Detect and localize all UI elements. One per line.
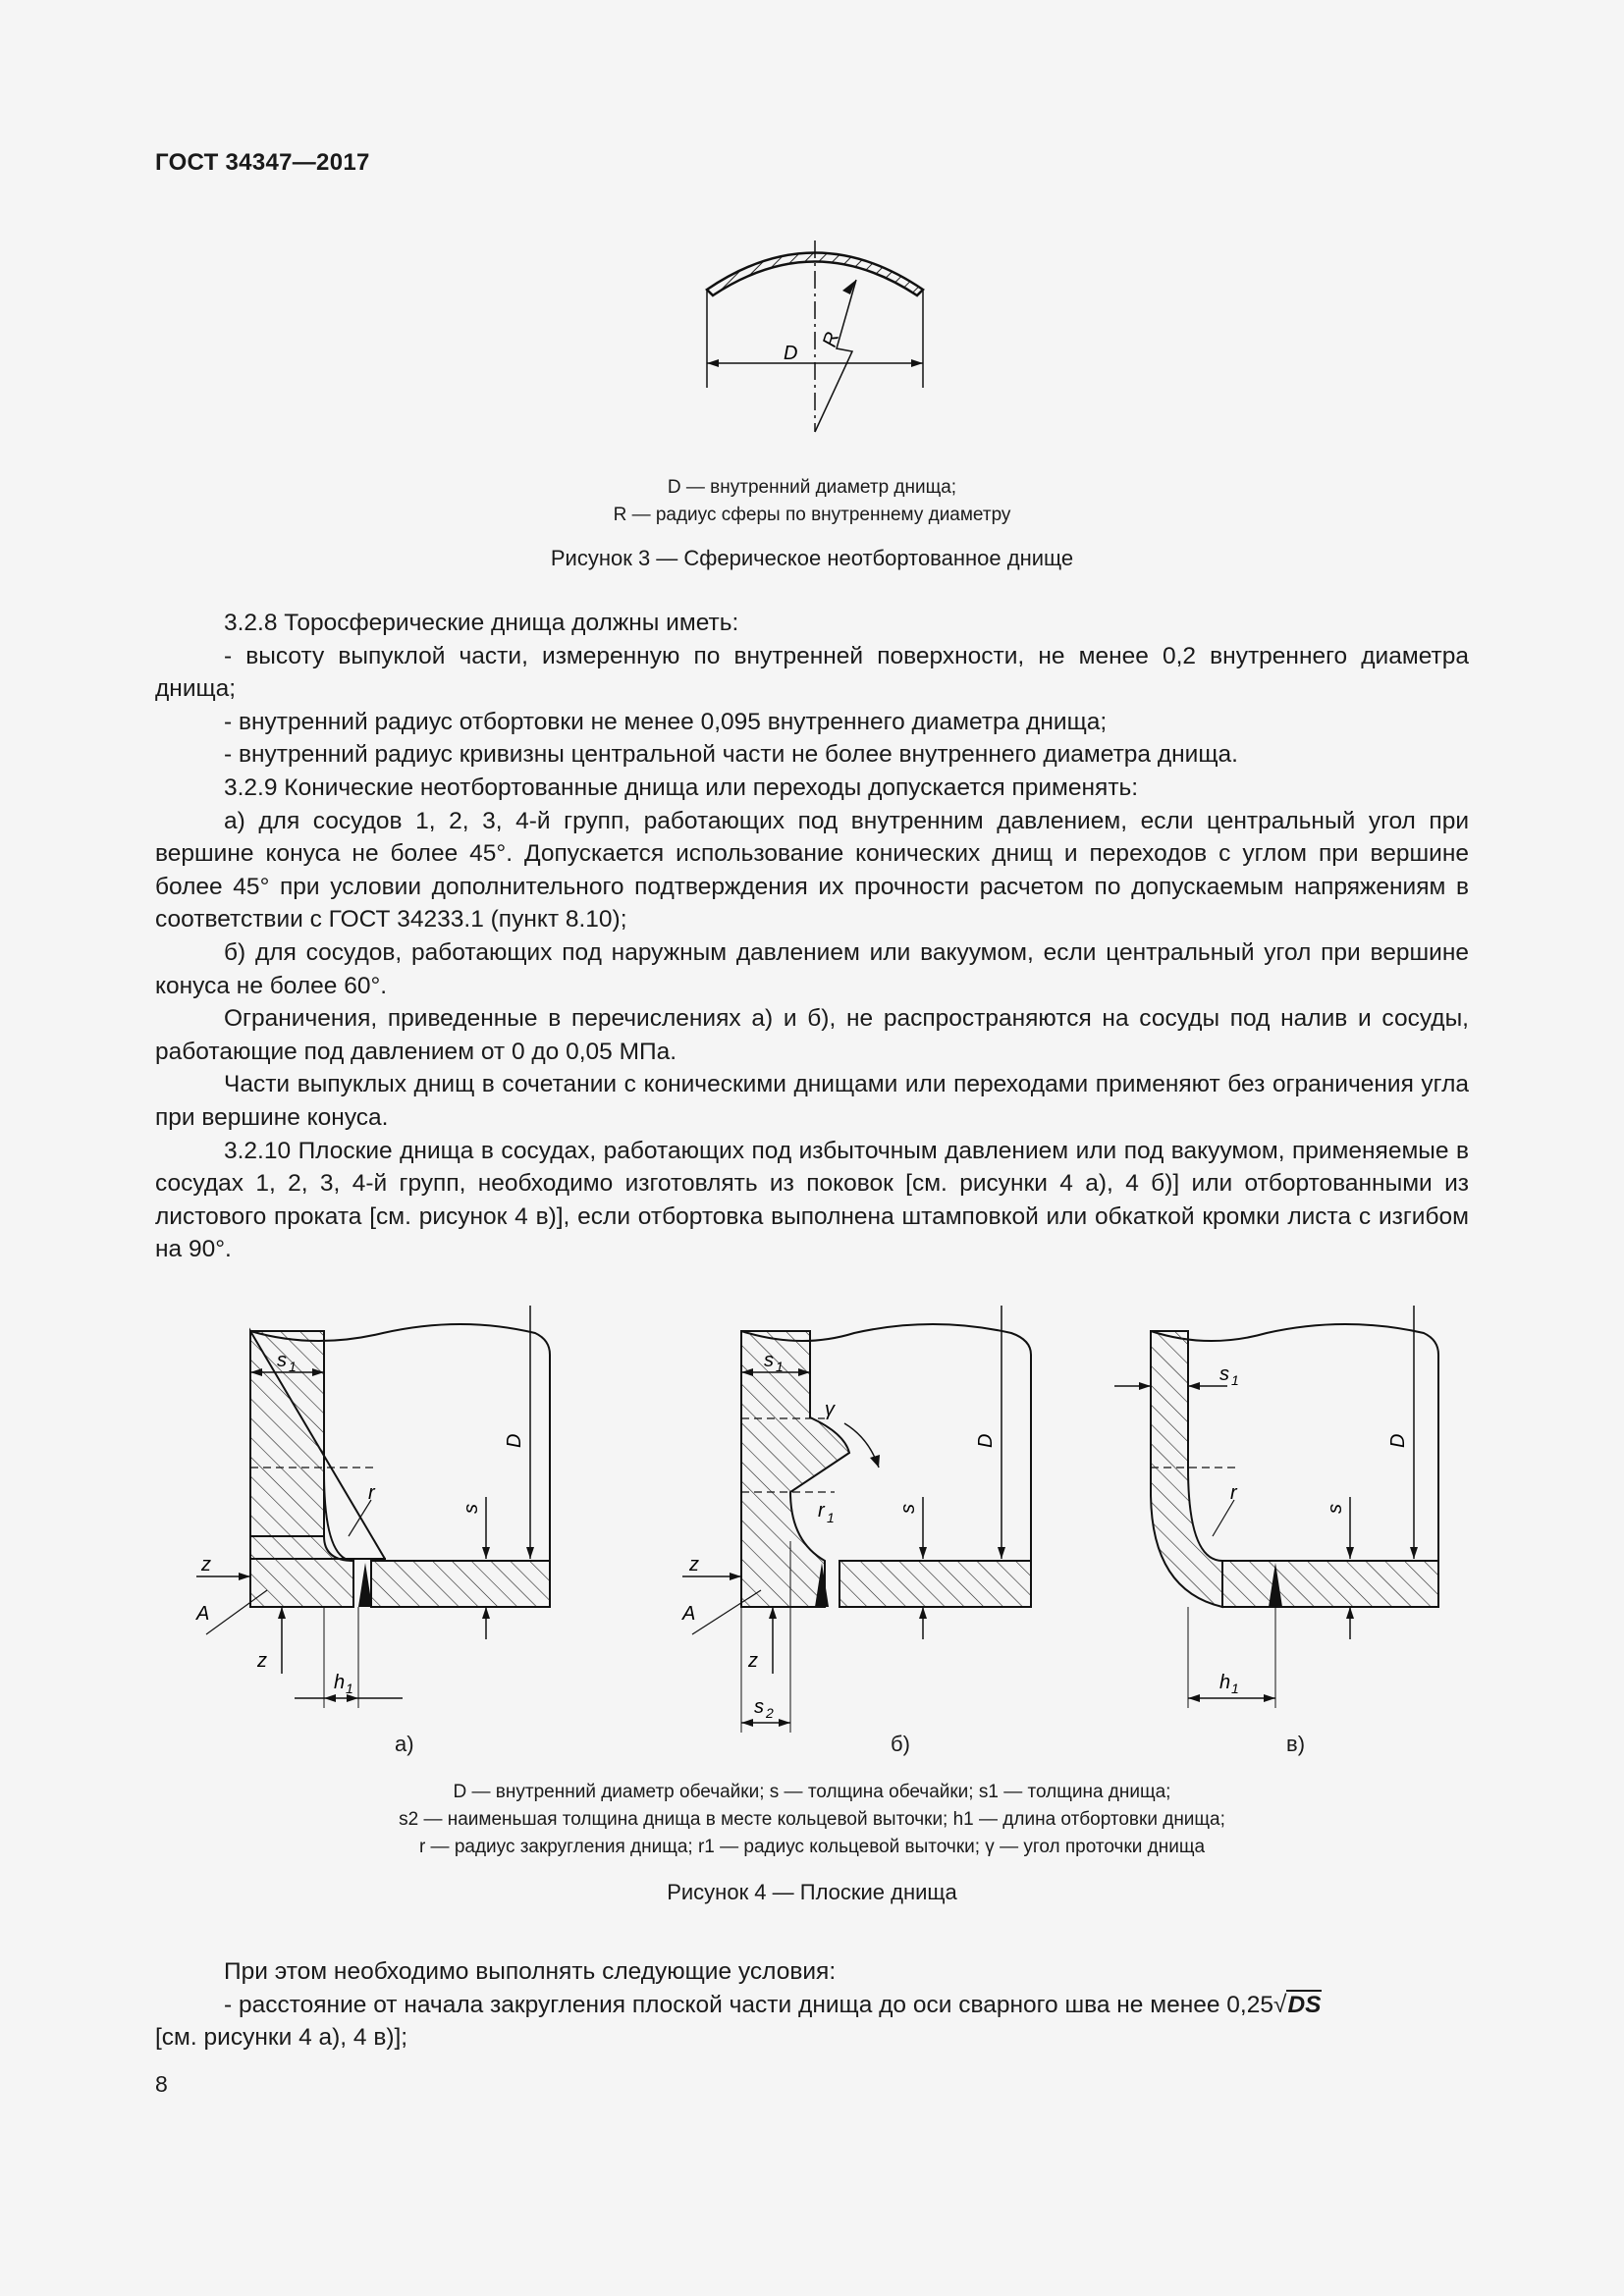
- label-s1: s: [1219, 1363, 1229, 1385]
- label-h1-sub: 1: [1231, 1681, 1239, 1696]
- label-s1-sub: 1: [776, 1359, 784, 1374]
- figure-4v: [1114, 1306, 1438, 1708]
- label-s1-sub: 1: [289, 1359, 297, 1374]
- label-A: A: [682, 1603, 696, 1625]
- label-D: D: [1387, 1433, 1409, 1448]
- legend-line: D — внутренний диаметр днища;: [667, 477, 957, 498]
- paragraph: - высоту выпуклой части, измеренную по внутренней поверхности, не менее 0,2 внутреннего диаметра днища;: [155, 642, 1469, 703]
- label-s: s: [460, 1504, 482, 1514]
- label-s: s: [1325, 1504, 1346, 1514]
- legend-line: D — внутренний диаметр обечайки; s — толщина обечайки; s1 — толщина днища;: [453, 1782, 1171, 1802]
- figure-4b: [681, 1306, 1031, 1733]
- paragraph: а) для сосудов 1, 2, 3, 4-й групп, работающих под внутренним давлением, если центральный угол при вершине конуса не более 45°. Допускается использование конических днищ и переходов с углом при вершине более 45° при условии дополнительного подтверждения их прочности расчетом по допускаемым напряжениям в соответствии с ГОСТ 34233.1 (пункт 8.10);: [155, 807, 1469, 934]
- label-D: D: [975, 1433, 997, 1448]
- label-D: D: [784, 343, 798, 364]
- label-h1-sub: 1: [346, 1681, 353, 1696]
- label-z: z: [201, 1554, 211, 1575]
- condition-text: - расстояние от начала закругления плоской части днища до оси сварного шва не менее 0,25: [224, 1991, 1273, 2018]
- paragraph: 3.2.9 Конические неотбортованные днища или переходы допускается применять:: [224, 774, 1139, 801]
- figure-4-legend: [0, 1779, 1624, 1861]
- label-z: z: [257, 1650, 267, 1672]
- paragraph: - внутренний радиус отбортовки не менее 0,095 внутреннего диаметра днища;: [224, 708, 1108, 735]
- figure-3-legend: [0, 474, 1624, 529]
- figure-3-drawing: [677, 236, 952, 442]
- label-s1: s: [764, 1350, 774, 1371]
- subfigure-label-a: а): [395, 1732, 414, 1756]
- subfigure-label-v: в): [1286, 1732, 1306, 1756]
- label-D: D: [504, 1433, 525, 1448]
- label-z: z: [689, 1554, 699, 1575]
- label-r: r: [1230, 1482, 1237, 1504]
- body-text-2: [155, 1955, 1469, 2055]
- figure-3-caption: Рисунок 3 — Сферическое неотбортованное днище: [550, 546, 1074, 570]
- paragraph: - расстояние от начала закругления плоской части днища до оси сварного шва не менее 0,25√DS: [224, 1991, 1322, 2018]
- page-number: 8: [155, 2071, 168, 2097]
- figure-4-caption: Рисунок 4 — Плоские днища: [667, 1880, 957, 1904]
- paragraph: [см. рисунки 4 а), 4 в)];: [155, 2024, 408, 2052]
- label-s2: s: [754, 1696, 764, 1718]
- figure-4a: [195, 1306, 550, 1708]
- subfigure-label-b: б): [891, 1732, 910, 1756]
- label-r1-sub: 1: [827, 1510, 835, 1525]
- label-gamma: γ: [825, 1399, 835, 1420]
- paragraph: Ограничения, приведенные в перечислениях а) и б), не распространяются на сосуды под налив и сосуды, работающие под давлением от 0 до 0,05 МПа.: [155, 1005, 1469, 1065]
- label-r: r: [368, 1482, 375, 1504]
- legend-line: s2 — наименьшая толщина днища в месте кольцевой выточки; h1 — длина отбортовки днища;: [399, 1809, 1225, 1830]
- paragraph: Части выпуклых днищ в сочетании с коническими днищами или переходами применяют без ограничения угла при вершине конуса.: [155, 1071, 1469, 1131]
- label-h1: h: [334, 1672, 346, 1693]
- paragraph: 3.2.8 Торосферические днища должны иметь:: [224, 610, 739, 636]
- label-h1: h: [1219, 1672, 1231, 1693]
- label-A: A: [196, 1603, 210, 1625]
- label-R: R: [819, 329, 844, 350]
- legend-line: r — радиус закругления днища; r1 — радиус кольцевой выточки; γ — угол проточки днища: [418, 1837, 1206, 1857]
- label-s1: s: [277, 1350, 287, 1371]
- label-s: s: [897, 1504, 919, 1514]
- label-s1-sub: 1: [1231, 1372, 1239, 1388]
- label-z: z: [748, 1650, 758, 1672]
- label-s2-sub: 2: [766, 1705, 774, 1721]
- paragraph: 3.2.10 Плоские днища в сосудах, работающих под избыточным давлением или под вакуумом, применяемые в сосудах 1, 2, 3, 4-й групп, необходимо изготовлять из поковок [см. рисунки 4 а), 4 б)] или отбортованными из листового проката [см. рисунок 4 в)], если отбортовка выполнена штамповкой или обкаткой кромки листа с изгибом на 90°.: [155, 1137, 1469, 1263]
- legend-line: R — радиус сферы по внутреннему диаметру: [613, 505, 1011, 525]
- label-r1: r: [818, 1500, 825, 1522]
- standard-header: ГОСТ 34347—2017: [155, 149, 370, 176]
- figure-4-drawings: [147, 1296, 1473, 1787]
- paragraph: б) для сосудов, работающих под наружным давлением или вакуумом, если центральный угол при вершине конуса не более 60°.: [155, 938, 1469, 999]
- paragraph: При этом необходимо выполнять следующие условия:: [224, 1958, 837, 1985]
- sqrt-expression: DS: [1287, 1991, 1322, 2018]
- body-text: [155, 607, 1469, 1266]
- paragraph: - внутренний радиус кривизны центральной части не более внутреннего диаметра днища.: [224, 741, 1238, 769]
